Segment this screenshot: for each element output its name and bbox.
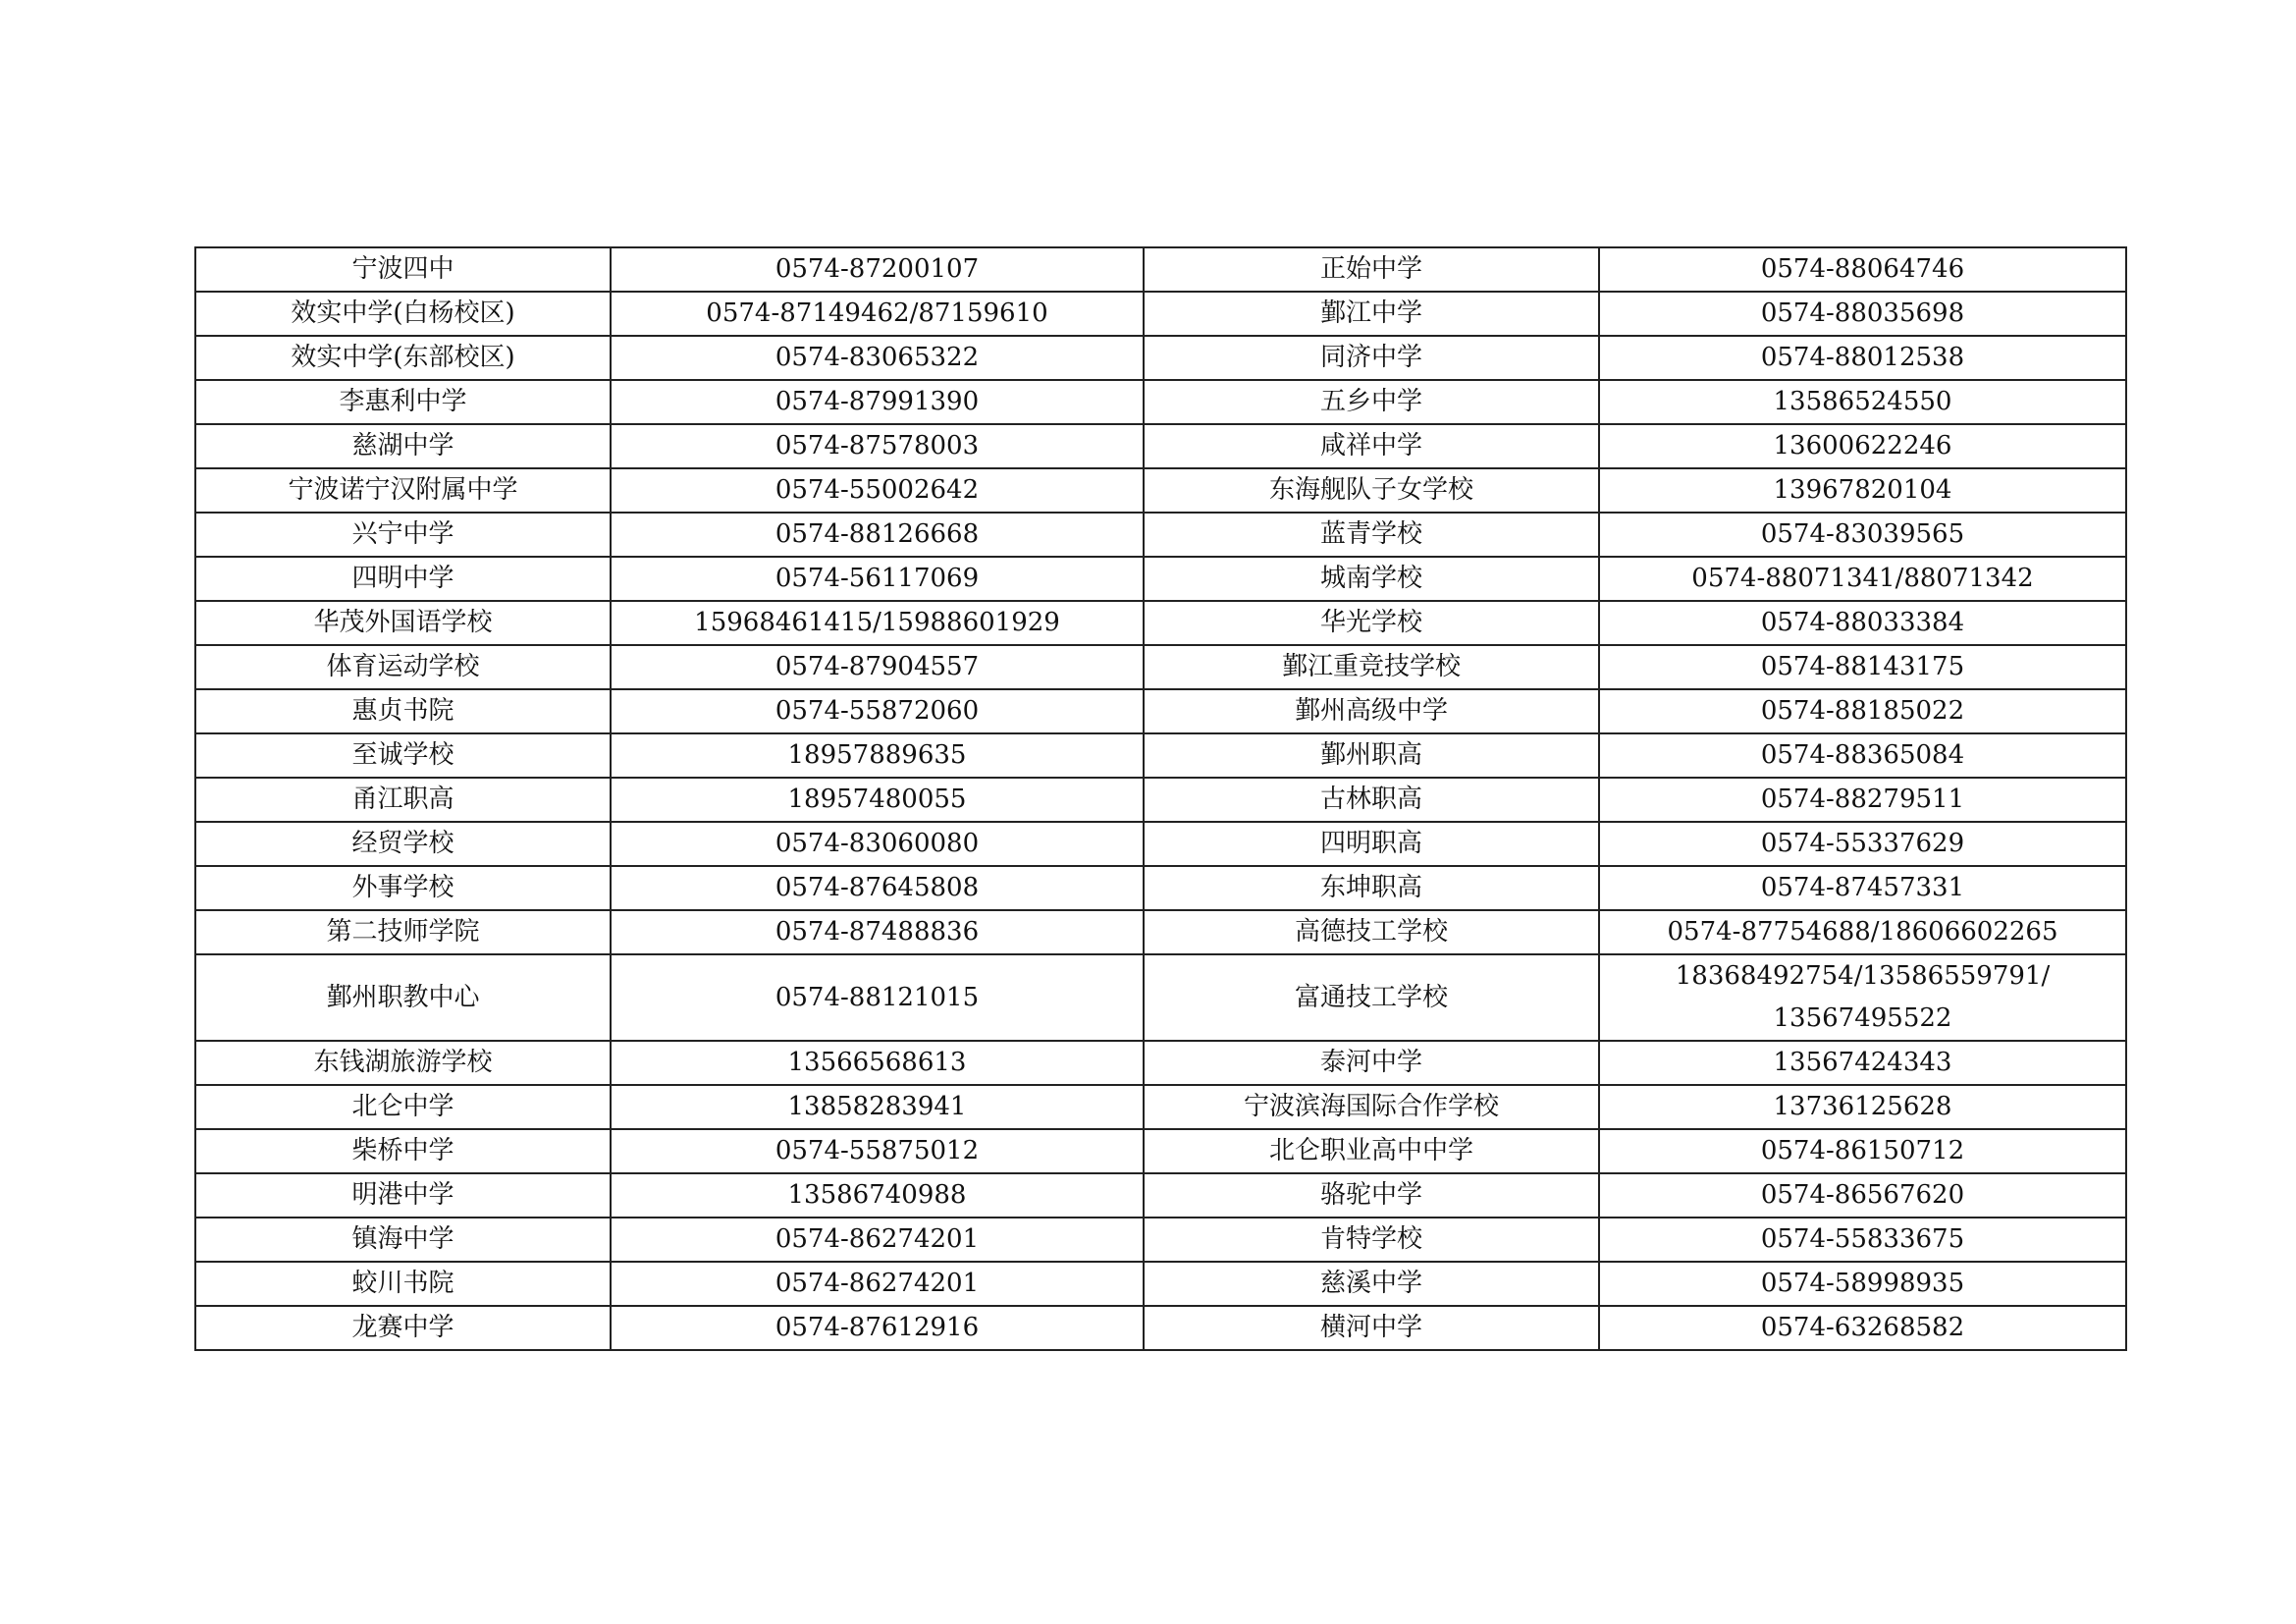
right-phone-cell xyxy=(1599,822,2126,866)
right-school-name-cell: 同济中学 xyxy=(1144,336,1599,380)
table-row xyxy=(195,1085,2126,1129)
phone-number: 13566568613 xyxy=(787,1048,967,1077)
left-school-name-cell: 东钱湖旅游学校 xyxy=(195,1041,611,1085)
right-phone-cell xyxy=(1599,733,2126,778)
left-school-name-cell: 柴桥中学 xyxy=(195,1129,611,1173)
phone-number: 0574-88126668 xyxy=(774,519,980,549)
table-row xyxy=(195,1306,2126,1350)
left-school-name-cell: 甬江职高 xyxy=(195,778,611,822)
phone-number: 0574-56117069 xyxy=(774,564,980,593)
left-school-name-cell: 第二技师学院 xyxy=(195,910,611,954)
left-phone-cell xyxy=(611,424,1144,468)
right-phone-cell xyxy=(1599,645,2126,689)
left-school-name-cell: 北仑中学 xyxy=(195,1085,611,1129)
phone-number: 15968461415/15988601929 xyxy=(694,608,1060,637)
right-school-name-cell: 肯特学校 xyxy=(1144,1218,1599,1262)
right-school-name-cell: 正始中学 xyxy=(1144,247,1599,292)
left-school-name-cell: 龙赛中学 xyxy=(195,1306,611,1350)
left-phone-cell xyxy=(611,1262,1144,1306)
left-phone-cell xyxy=(611,733,1144,778)
phone-number: 0574-55337629 xyxy=(1760,829,1965,858)
left-school-name-cell: 经贸学校 xyxy=(195,822,611,866)
right-school-name-cell: 北仑职业高中中学 xyxy=(1144,1129,1599,1173)
left-school-name-cell: 宁波四中 xyxy=(195,247,611,292)
contact-table-body xyxy=(195,247,2126,1350)
right-phone-cell xyxy=(1599,336,2126,380)
left-phone-cell xyxy=(611,1129,1144,1173)
right-school-name-cell: 蓝青学校 xyxy=(1144,513,1599,557)
left-phone-cell xyxy=(611,822,1144,866)
phone-number: 13967820104 xyxy=(1773,475,1952,505)
left-school-name-cell: 李惠利中学 xyxy=(195,380,611,424)
right-phone-cell xyxy=(1599,1218,2126,1262)
phone-number: 13858283941 xyxy=(787,1092,967,1121)
right-school-name-cell: 鄞江重竞技学校 xyxy=(1144,645,1599,689)
phone-number: 0574-88033384 xyxy=(1760,608,1965,637)
phone-number: 0574-83039565 xyxy=(1760,519,1965,549)
school-contact-table xyxy=(194,246,2127,1351)
right-school-name-cell: 横河中学 xyxy=(1144,1306,1599,1350)
right-phone-cell xyxy=(1599,778,2126,822)
phone-number: 0574-55002642 xyxy=(774,475,980,505)
table-row xyxy=(195,247,2126,292)
left-phone-cell xyxy=(611,689,1144,733)
table-row xyxy=(195,1173,2126,1218)
left-phone-cell xyxy=(611,513,1144,557)
right-phone-cell xyxy=(1599,1173,2126,1218)
phone-number: 0574-87645808 xyxy=(774,873,980,902)
right-phone-cell xyxy=(1599,468,2126,513)
right-school-name-cell: 富通技工学校 xyxy=(1144,954,1599,1041)
table-row xyxy=(195,689,2126,733)
right-phone-cell xyxy=(1599,557,2126,601)
right-phone-cell xyxy=(1599,601,2126,645)
left-phone-cell xyxy=(611,292,1144,336)
table-row xyxy=(195,513,2126,557)
left-phone-cell xyxy=(611,1085,1144,1129)
table-row xyxy=(195,910,2126,954)
table-row xyxy=(195,778,2126,822)
right-phone-cell xyxy=(1599,1262,2126,1306)
phone-number: 0574-87904557 xyxy=(774,652,980,681)
phone-number: 0574-83060080 xyxy=(774,829,980,858)
left-school-name-cell: 华茂外国语学校 xyxy=(195,601,611,645)
phone-number: 18957889635 xyxy=(787,740,967,770)
right-school-name-cell: 高德技工学校 xyxy=(1144,910,1599,954)
left-phone-cell xyxy=(611,866,1144,910)
phone-number: 0574-83065322 xyxy=(774,343,980,372)
phone-number: 13567424343 xyxy=(1773,1048,1952,1077)
phone-number: 0574-87200107 xyxy=(774,254,980,284)
left-phone-cell xyxy=(611,954,1144,1041)
right-phone-cell xyxy=(1599,292,2126,336)
right-school-name-cell: 东坤职高 xyxy=(1144,866,1599,910)
table-row xyxy=(195,822,2126,866)
phone-number: 0574-88121015 xyxy=(774,982,980,1012)
right-phone-cell xyxy=(1599,1041,2126,1085)
left-phone-cell xyxy=(611,557,1144,601)
phone-number: 0574-58998935 xyxy=(1760,1269,1965,1298)
left-phone-cell xyxy=(611,601,1144,645)
right-school-name-cell: 五乡中学 xyxy=(1144,380,1599,424)
right-phone-cell xyxy=(1599,954,2126,1041)
left-phone-cell xyxy=(611,468,1144,513)
right-phone-cell xyxy=(1599,1129,2126,1173)
phone-number: 0574-88012538 xyxy=(1760,343,1965,372)
phone-number: 13736125628 xyxy=(1773,1092,1952,1121)
phone-number: 0574-86274201 xyxy=(774,1224,980,1254)
table-row xyxy=(195,380,2126,424)
left-phone-cell xyxy=(611,247,1144,292)
right-phone-cell xyxy=(1599,1085,2126,1129)
table-row xyxy=(195,1041,2126,1085)
left-school-name-cell: 蛟川书院 xyxy=(195,1262,611,1306)
phone-number: 13586524550 xyxy=(1773,387,1952,416)
left-school-name-cell: 兴宁中学 xyxy=(195,513,611,557)
left-school-name-cell: 惠贞书院 xyxy=(195,689,611,733)
phone-number: 0574-88143175 xyxy=(1760,652,1965,681)
phone-number: 0574-63268582 xyxy=(1760,1313,1965,1342)
table-row xyxy=(195,1218,2126,1262)
right-school-name-cell: 华光学校 xyxy=(1144,601,1599,645)
phone-number: 0574-55872060 xyxy=(774,696,980,726)
left-school-name-cell: 外事学校 xyxy=(195,866,611,910)
right-school-name-cell: 咸祥中学 xyxy=(1144,424,1599,468)
left-phone-cell xyxy=(611,1306,1144,1350)
right-school-name-cell: 骆驼中学 xyxy=(1144,1173,1599,1218)
right-school-name-cell: 宁波滨海国际合作学校 xyxy=(1144,1085,1599,1129)
right-school-name-cell: 古林职高 xyxy=(1144,778,1599,822)
phone-number: 18957480055 xyxy=(787,785,967,814)
table-row xyxy=(195,468,2126,513)
left-phone-cell xyxy=(611,778,1144,822)
table-row xyxy=(195,733,2126,778)
table-row xyxy=(195,645,2126,689)
phone-number: 0574-88185022 xyxy=(1760,696,1965,726)
right-phone-cell xyxy=(1599,910,2126,954)
right-phone-cell xyxy=(1599,424,2126,468)
left-school-name-cell: 至诚学校 xyxy=(195,733,611,778)
left-phone-cell xyxy=(611,336,1144,380)
left-phone-cell xyxy=(611,1218,1144,1262)
phone-number: 0574-87488836 xyxy=(774,917,980,947)
phone-number: 13567495522 xyxy=(1773,1003,1952,1033)
left-school-name-cell: 四明中学 xyxy=(195,557,611,601)
left-phone-cell xyxy=(611,645,1144,689)
phone-number: 0574-88064746 xyxy=(1760,254,1965,284)
right-phone-cell xyxy=(1599,1306,2126,1350)
right-school-name-cell: 东海舰队子女学校 xyxy=(1144,468,1599,513)
left-school-name-cell: 效实中学(白杨校区) xyxy=(195,292,611,336)
phone-number: 0574-55875012 xyxy=(774,1136,980,1165)
phone-number: 0574-86567620 xyxy=(1760,1180,1965,1210)
table-row xyxy=(195,424,2126,468)
phone-number: 0574-87578003 xyxy=(774,431,980,460)
right-school-name-cell: 鄞江中学 xyxy=(1144,292,1599,336)
right-phone-cell xyxy=(1599,513,2126,557)
right-phone-cell xyxy=(1599,866,2126,910)
phone-number: 0574-55833675 xyxy=(1760,1224,1965,1254)
phone-number: 0574-86274201 xyxy=(774,1269,980,1298)
phone-number: 18368492754/13586559791/ xyxy=(1675,961,2051,991)
phone-number: 0574-87754688/18606602265 xyxy=(1667,917,2058,947)
phone-number: 0574-87149462/87159610 xyxy=(706,298,1048,328)
phone-number: 0574-86150712 xyxy=(1760,1136,1965,1165)
right-school-name-cell: 慈溪中学 xyxy=(1144,1262,1599,1306)
right-school-name-cell: 泰河中学 xyxy=(1144,1041,1599,1085)
phone-number: 0574-88279511 xyxy=(1760,785,1965,814)
left-phone-cell xyxy=(611,910,1144,954)
phone-number: 0574-88035698 xyxy=(1760,298,1965,328)
phone-number: 13600622246 xyxy=(1773,431,1952,460)
table-row xyxy=(195,557,2126,601)
left-school-name-cell: 体育运动学校 xyxy=(195,645,611,689)
phone-number: 0574-88365084 xyxy=(1760,740,1965,770)
phone-number: 0574-88071341/88071342 xyxy=(1691,564,2034,593)
left-phone-cell xyxy=(611,1041,1144,1085)
right-school-name-cell: 鄞州职高 xyxy=(1144,733,1599,778)
phone-number: 0574-87457331 xyxy=(1760,873,1965,902)
table-row xyxy=(195,292,2126,336)
left-school-name-cell: 镇海中学 xyxy=(195,1218,611,1262)
table-row xyxy=(195,601,2126,645)
right-school-name-cell: 城南学校 xyxy=(1144,557,1599,601)
table-row xyxy=(195,336,2126,380)
right-phone-cell xyxy=(1599,380,2126,424)
right-phone-cell xyxy=(1599,689,2126,733)
phone-number: 0574-87991390 xyxy=(774,387,980,416)
left-phone-cell xyxy=(611,1173,1144,1218)
left-school-name-cell: 鄞州职教中心 xyxy=(195,954,611,1041)
table-row xyxy=(195,866,2126,910)
left-school-name-cell: 宁波诺宁汉附属中学 xyxy=(195,468,611,513)
table-row xyxy=(195,954,2126,1041)
left-school-name-cell: 效实中学(东部校区) xyxy=(195,336,611,380)
right-school-name-cell: 鄞州高级中学 xyxy=(1144,689,1599,733)
right-phone-cell xyxy=(1599,247,2126,292)
left-phone-cell xyxy=(611,380,1144,424)
left-school-name-cell: 慈湖中学 xyxy=(195,424,611,468)
phone-number: 0574-87612916 xyxy=(774,1313,980,1342)
left-school-name-cell: 明港中学 xyxy=(195,1173,611,1218)
table-row xyxy=(195,1262,2126,1306)
phone-number: 13586740988 xyxy=(787,1180,967,1210)
right-school-name-cell: 四明职高 xyxy=(1144,822,1599,866)
table-row xyxy=(195,1129,2126,1173)
